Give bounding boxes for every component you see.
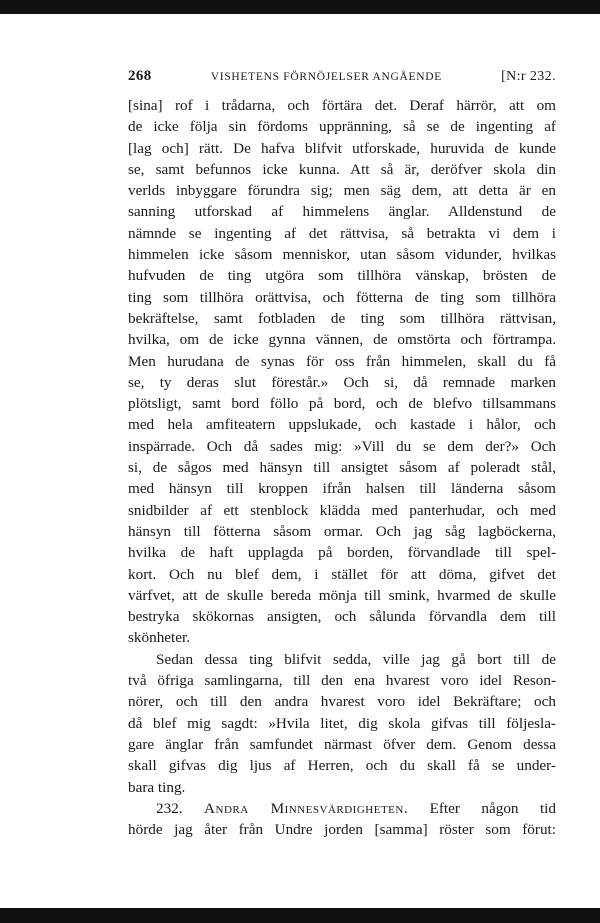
paragraph-3 [128, 798, 556, 841]
text-line: ting som tillhöra orättvisa, och fötterna de ting som tillhöra [128, 288, 556, 306]
text-line: nörer, och till den andra hvarest voro idel Bekräftare; och [128, 693, 556, 711]
running-title: VISHETENS FÖRNÖJELSER ANGÅENDE [210, 71, 442, 83]
text-line: sanning utforskad af himmelens änglar. Alldenstund de [128, 203, 556, 221]
text-line: si, de sågos med hänsyn till ansigtet såsom af poleradt stål, [128, 459, 556, 477]
text-line: hvilka de haft upplagda på borden, förvandlade till spel- [128, 544, 556, 562]
top-scan-border [0, 0, 600, 14]
text-line: kort. Och nu blef dem, i stället för att döma, gifvet det [128, 565, 556, 583]
text-line: bestryka skökornas ansigten, och sålunda förvandla dem till [128, 608, 556, 626]
text-line: bekräftelse, samt fotbladen de ting som tillhöra rättvisan, [128, 309, 556, 327]
text-line: [sina] rof i trådarna, och förtära det. Deraf härrör, att om [128, 97, 556, 114]
section-number: 232. [156, 799, 183, 817]
text-line: verlds inbyggare förundra sig; men säg dem, att detta är en [128, 182, 556, 200]
heading-line-text: Efter någon tid [429, 799, 556, 817]
text-line: bara ting. [128, 778, 186, 796]
running-header [128, 68, 556, 85]
text-line: nämnde se ingenting af det rättvisa, så betrakta vi dem i [128, 224, 556, 242]
section-heading: Andra Minnesvärdigheten. [204, 799, 409, 817]
text-line: [lag och] rätt. De hafva blifvit utforskade, huruvida de kunde [128, 139, 556, 157]
text-line: då blef mig sagdt: »Hvila litet, dig skola gifvas till följesla- [128, 714, 556, 732]
text-line: skönheter. [128, 629, 191, 647]
text-line: de icke följa sin fördoms uppränning, så se de ingenting af [128, 118, 556, 136]
text-line: Men hurudana de synas för oss från himmelen, skall du få [128, 352, 556, 370]
section-reference: [N:r 232. [501, 69, 556, 84]
text-line: plötsligt, samt bord föllo på bord, och de blefvo tillsammans [128, 395, 556, 413]
text-line: gare änglar från samfundet närmast öfver dem. Genom dessa [128, 735, 556, 753]
text-line: skall gifvas dig ljus af Herren, och du skall få se under- [128, 757, 556, 775]
body-text [128, 95, 556, 840]
text-line: två öfriga samlingarna, till den ena hvarest voro idel Reson- [128, 672, 556, 690]
book-page [128, 68, 556, 840]
text-line: se, ty deras slut förestår.» Och si, då remnade marken [128, 373, 556, 391]
bottom-scan-border [0, 908, 600, 923]
text-line: värfvet, att de skulle bereda mönja till smink, hvarmed de skulle [128, 586, 556, 604]
paragraph-1 [128, 95, 556, 649]
section-heading-line [128, 798, 556, 819]
text-line: hvilka, om de icke gynna vännen, de omstörta och förtrampa. [128, 331, 556, 349]
text-line: Sedan dessa ting blifvit sedda, ville jag gå bort till de [156, 650, 556, 668]
text-line: se, samt befunnos icke kunna. Att så är, deröfver skola din [128, 160, 556, 178]
page-number: 268 [128, 68, 152, 84]
text-line: snidbilder af ett stenblock klädda med panterhudar, och med [128, 501, 556, 519]
paragraph-2 [128, 649, 556, 798]
text-line: himmelen icke såsom menniskor, utan såsom vidunder, hvilkas [128, 246, 556, 264]
text-line: med hela amfiteatern uppslukade, och kastade i hålor, och [128, 416, 556, 434]
text-line: med hänsyn till kroppen ifrån halsen till länderna såsom [128, 480, 556, 498]
text-line: inspärrade. Och då sades mig: »Vill du se dem der?» Och [128, 437, 556, 455]
top-scan-gap [0, 14, 390, 17]
text-line: hufvuden de ting utgöra som tillhöra vänskap, brösten de [128, 267, 556, 285]
text-line: hörde jag åter från Undre jorden [samma] röster som förut: [128, 821, 556, 839]
text-line: hänsyn till fötterna såsom ormar. Och jag såg lagböckerna, [128, 522, 556, 540]
